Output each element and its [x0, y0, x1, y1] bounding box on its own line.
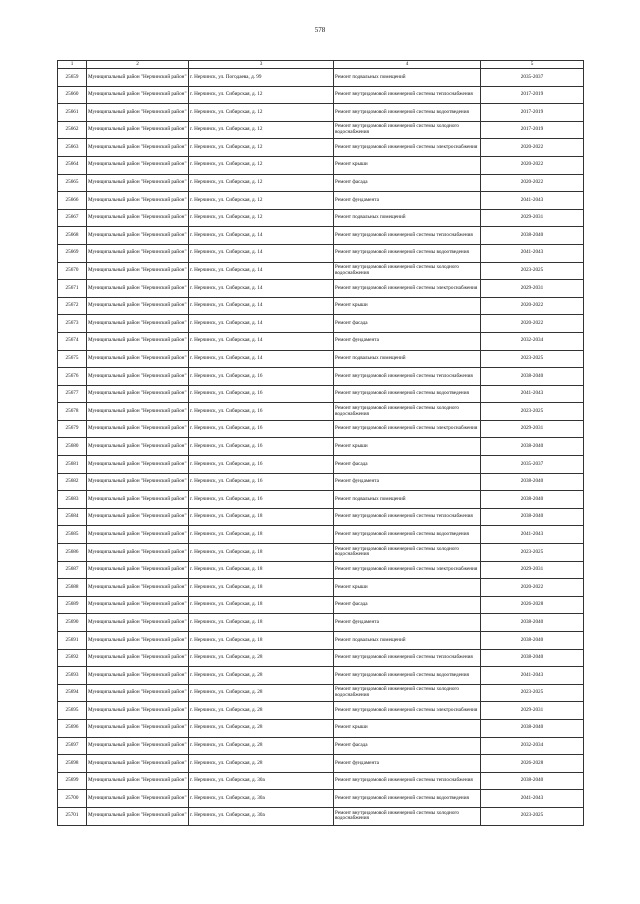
table-row	[58, 561, 584, 579]
work-type-cell: Ремонт внутридомовой инженерной системы холодного водоснабжения	[334, 684, 481, 702]
address-cell: г. Нерчинск, ул. Сибирская, д. 30а	[189, 807, 334, 825]
municipality-cell: Муниципальный район "Нерчинский район"	[87, 755, 189, 773]
table-row	[58, 350, 584, 368]
work-type-cell: Ремонт подвальных помещений	[334, 350, 481, 368]
address-cell: г. Нерчинск, ул. Сибирская, д. 14	[189, 227, 334, 245]
repair-schedule-table	[57, 60, 584, 826]
work-type-cell: Ремонт фасада	[334, 596, 481, 614]
municipality-cell: Муниципальный район "Нерчинский район"	[87, 244, 189, 262]
table-row	[58, 702, 584, 720]
work-type-cell: Ремонт внутридомовой инженерной системы электроснабжения	[334, 280, 481, 298]
row-number-cell: 25677	[58, 385, 87, 403]
work-type-cell: Ремонт фундамента	[334, 755, 481, 773]
address-cell: г. Нерчинск, ул. Сибирская, д. 28	[189, 719, 334, 737]
row-number-cell: 25691	[58, 632, 87, 650]
address-cell: г. Нерчинск, ул. Сибирская, д. 28	[189, 702, 334, 720]
municipality-cell: Муниципальный район "Нерчинский район"	[87, 209, 189, 227]
address-cell: г. Нерчинск, ул. Сибирская, д. 12	[189, 104, 334, 122]
table-row	[58, 227, 584, 245]
address-cell: г. Нерчинск, ул. Сибирская, д. 16	[189, 420, 334, 438]
row-number-cell: 25695	[58, 702, 87, 720]
row-number-cell: 25682	[58, 473, 87, 491]
municipality-cell: Муниципальный район "Нерчинский район"	[87, 86, 189, 104]
work-type-cell: Ремонт фундамента	[334, 192, 481, 210]
municipality-cell: Муниципальный район "Нерчинский район"	[87, 491, 189, 509]
table-row	[58, 632, 584, 650]
address-cell: г. Нерчинск, ул. Сибирская, д. 14	[189, 262, 334, 280]
table-row	[58, 174, 584, 192]
work-type-cell: Ремонт подвальных помещений	[334, 491, 481, 509]
period-cell: 2041-2043	[481, 385, 584, 403]
address-cell: г. Нерчинск, ул. Сибирская, д. 28	[189, 737, 334, 755]
municipality-cell: Муниципальный район "Нерчинский район"	[87, 596, 189, 614]
period-cell: 2032-2034	[481, 737, 584, 755]
row-number-cell: 25688	[58, 579, 87, 597]
row-number-cell: 25662	[58, 121, 87, 139]
table-row	[58, 508, 584, 526]
row-number-cell: 25673	[58, 315, 87, 333]
municipality-cell: Муниципальный район "Нерчинский район"	[87, 702, 189, 720]
table-row	[58, 719, 584, 737]
address-cell: г. Нерчинск, ул. Сибирская, д. 16	[189, 403, 334, 421]
table-row	[58, 438, 584, 456]
table-row	[58, 86, 584, 104]
work-type-cell: Ремонт фасада	[334, 174, 481, 192]
municipality-cell: Муниципальный район "Нерчинский район"	[87, 544, 189, 562]
municipality-cell: Муниципальный район "Нерчинский район"	[87, 614, 189, 632]
column-header: 1	[58, 61, 87, 69]
period-cell: 2029-2031	[481, 561, 584, 579]
address-cell: г. Нерчинск, ул. Сибирская, д. 14	[189, 280, 334, 298]
address-cell: г. Нерчинск, ул. Сибирская, д. 18	[189, 508, 334, 526]
period-cell: 2023-2025	[481, 403, 584, 421]
period-cell: 2038-2040	[481, 491, 584, 509]
table-row	[58, 456, 584, 474]
address-cell: г. Нерчинск, ул. Сибирская, д. 12	[189, 192, 334, 210]
work-type-cell: Ремонт крыши	[334, 438, 481, 456]
period-cell: 2023-2025	[481, 350, 584, 368]
table-row	[58, 315, 584, 333]
row-number-cell: 25687	[58, 561, 87, 579]
row-number-cell: 25692	[58, 649, 87, 667]
work-type-cell: Ремонт фундамента	[334, 473, 481, 491]
table-row	[58, 332, 584, 350]
address-cell: г. Нерчинск, ул. Сибирская, д. 14	[189, 244, 334, 262]
municipality-cell: Муниципальный район "Нерчинский район"	[87, 579, 189, 597]
column-header: 5	[481, 61, 584, 69]
row-number-cell: 25670	[58, 262, 87, 280]
period-cell: 2038-2040	[481, 368, 584, 386]
address-cell: г. Нерчинск, ул. Сибирская, д. 30а	[189, 772, 334, 790]
period-cell: 2038-2040	[481, 719, 584, 737]
row-number-cell: 25664	[58, 156, 87, 174]
row-number-cell: 25674	[58, 332, 87, 350]
municipality-cell: Муниципальный район "Нерчинский район"	[87, 332, 189, 350]
work-type-cell: Ремонт фасада	[334, 737, 481, 755]
table-row	[58, 684, 584, 702]
address-cell: г. Нерчинск, ул. Сибирская, д. 30а	[189, 790, 334, 808]
municipality-cell: Муниципальный район "Нерчинский район"	[87, 667, 189, 685]
period-cell: 2026-2028	[481, 755, 584, 773]
period-cell: 2020-2022	[481, 315, 584, 333]
address-cell: г. Нерчинск, ул. Сибирская, д. 28	[189, 649, 334, 667]
address-cell: г. Нерчинск, ул. Сибирская, д. 16	[189, 368, 334, 386]
period-cell: 2020-2022	[481, 579, 584, 597]
row-number-cell: 25675	[58, 350, 87, 368]
table-row	[58, 649, 584, 667]
address-cell: г. Нерчинск, ул. Сибирская, д. 18	[189, 579, 334, 597]
period-cell: 2023-2025	[481, 544, 584, 562]
table-row	[58, 385, 584, 403]
row-number-cell: 25680	[58, 438, 87, 456]
table-row	[58, 790, 584, 808]
table-row	[58, 491, 584, 509]
work-type-cell: Ремонт фундамента	[334, 614, 481, 632]
work-type-cell: Ремонт фундамента	[334, 332, 481, 350]
table-row	[58, 368, 584, 386]
row-number-cell: 25666	[58, 192, 87, 210]
table-row	[58, 614, 584, 632]
address-cell: г. Нерчинск, ул. Сибирская, д. 12	[189, 156, 334, 174]
period-cell: 2017-2019	[481, 104, 584, 122]
municipality-cell: Муниципальный район "Нерчинский район"	[87, 737, 189, 755]
municipality-cell: Муниципальный район "Нерчинский район"	[87, 526, 189, 544]
table-row	[58, 579, 584, 597]
work-type-cell: Ремонт подвальных помещений	[334, 632, 481, 650]
municipality-cell: Муниципальный район "Нерчинский район"	[87, 174, 189, 192]
address-cell: г. Нерчинск, ул. Сибирская, д. 14	[189, 297, 334, 315]
address-cell: г. Нерчинск, ул. Сибирская, д. 12	[189, 209, 334, 227]
municipality-cell: Муниципальный район "Нерчинский район"	[87, 684, 189, 702]
period-cell: 2038-2040	[481, 614, 584, 632]
municipality-cell: Муниципальный район "Нерчинский район"	[87, 69, 189, 87]
page-number: 578	[314, 26, 326, 34]
municipality-cell: Муниципальный район "Нерчинский район"	[87, 104, 189, 122]
work-type-cell: Ремонт фасада	[334, 315, 481, 333]
address-cell: г. Нерчинск, ул. Сибирская, д. 14	[189, 350, 334, 368]
municipality-cell: Муниципальный район "Нерчинский район"	[87, 280, 189, 298]
period-cell: 2023-2025	[481, 262, 584, 280]
row-number-cell: 25701	[58, 807, 87, 825]
row-number-cell: 25700	[58, 790, 87, 808]
address-cell: г. Нерчинск, ул. Сибирская, д. 14	[189, 315, 334, 333]
column-header: 3	[189, 61, 334, 69]
row-number-cell: 25693	[58, 667, 87, 685]
period-cell: 2029-2031	[481, 280, 584, 298]
address-cell: г. Нерчинск, ул. Сибирская, д. 14	[189, 332, 334, 350]
table-row	[58, 403, 584, 421]
work-type-cell: Ремонт внутридомовой инженерной системы водоотведения	[334, 244, 481, 262]
period-cell: 2038-2040	[481, 227, 584, 245]
period-cell: 2038-2040	[481, 772, 584, 790]
row-number-cell: 25685	[58, 526, 87, 544]
table-row	[58, 69, 584, 87]
work-type-cell: Ремонт внутридомовой инженерной системы электроснабжения	[334, 420, 481, 438]
municipality-cell: Муниципальный район "Нерчинский район"	[87, 385, 189, 403]
work-type-cell: Ремонт крыши	[334, 156, 481, 174]
row-number-cell: 25669	[58, 244, 87, 262]
period-cell: 2041-2043	[481, 244, 584, 262]
period-cell: 2035-2037	[481, 69, 584, 87]
work-type-cell: Ремонт внутридомовой инженерной системы водоотведения	[334, 667, 481, 685]
table-row	[58, 156, 584, 174]
row-number-cell: 25689	[58, 596, 87, 614]
municipality-cell: Муниципальный район "Нерчинский район"	[87, 649, 189, 667]
row-number-cell: 25665	[58, 174, 87, 192]
work-type-cell: Ремонт внутридомовой инженерной системы теплоснабжения	[334, 227, 481, 245]
period-cell: 2041-2043	[481, 526, 584, 544]
address-cell: г. Нерчинск, ул. Сибирская, д. 18	[189, 561, 334, 579]
municipality-cell: Муниципальный район "Нерчинский район"	[87, 139, 189, 157]
table-row	[58, 297, 584, 315]
work-type-cell: Ремонт внутридомовой инженерной системы холодного водоснабжения	[334, 544, 481, 562]
period-cell: 2020-2022	[481, 139, 584, 157]
row-number-cell: 25676	[58, 368, 87, 386]
work-type-cell: Ремонт внутридомовой инженерной системы холодного водоснабжения	[334, 121, 481, 139]
period-cell: 2017-2019	[481, 121, 584, 139]
row-number-cell: 25684	[58, 508, 87, 526]
work-type-cell: Ремонт крыши	[334, 579, 481, 597]
table-row	[58, 737, 584, 755]
municipality-cell: Муниципальный район "Нерчинский район"	[87, 456, 189, 474]
row-number-cell: 25696	[58, 719, 87, 737]
municipality-cell: Муниципальный район "Нерчинский район"	[87, 508, 189, 526]
table-row	[58, 420, 584, 438]
table-row	[58, 755, 584, 773]
address-cell: г. Нерчинск, ул. Сибирская, д. 12	[189, 121, 334, 139]
row-number-cell: 25694	[58, 684, 87, 702]
address-cell: г. Нерчинск, ул. Погодаева, д. 99	[189, 69, 334, 87]
row-number-cell: 25667	[58, 209, 87, 227]
address-cell: г. Нерчинск, ул. Сибирская, д. 18	[189, 596, 334, 614]
period-cell: 2020-2022	[481, 174, 584, 192]
period-cell: 2041-2043	[481, 667, 584, 685]
municipality-cell: Муниципальный район "Нерчинский район"	[87, 473, 189, 491]
work-type-cell: Ремонт крыши	[334, 297, 481, 315]
period-cell: 2020-2022	[481, 297, 584, 315]
address-cell: г. Нерчинск, ул. Сибирская, д. 12	[189, 86, 334, 104]
period-cell: 2023-2025	[481, 684, 584, 702]
period-cell: 2023-2025	[481, 807, 584, 825]
work-type-cell: Ремонт внутридомовой инженерной системы водоотведения	[334, 104, 481, 122]
period-cell: 2035-2037	[481, 456, 584, 474]
address-cell: г. Нерчинск, ул. Сибирская, д. 12	[189, 139, 334, 157]
period-cell: 2041-2043	[481, 192, 584, 210]
municipality-cell: Муниципальный район "Нерчинский район"	[87, 632, 189, 650]
table-row	[58, 104, 584, 122]
work-type-cell: Ремонт подвальных помещений	[334, 69, 481, 87]
address-cell: г. Нерчинск, ул. Сибирская, д. 28	[189, 684, 334, 702]
table-row	[58, 807, 584, 825]
period-cell: 2038-2040	[481, 508, 584, 526]
address-cell: г. Нерчинск, ул. Сибирская, д. 16	[189, 456, 334, 474]
column-header: 4	[334, 61, 481, 69]
row-number-cell: 25672	[58, 297, 87, 315]
municipality-cell: Муниципальный район "Нерчинский район"	[87, 297, 189, 315]
row-number-cell: 25671	[58, 280, 87, 298]
row-number-cell: 25661	[58, 104, 87, 122]
municipality-cell: Муниципальный район "Нерчинский район"	[87, 262, 189, 280]
municipality-cell: Муниципальный район "Нерчинский район"	[87, 403, 189, 421]
table-row	[58, 262, 584, 280]
municipality-cell: Муниципальный район "Нерчинский район"	[87, 561, 189, 579]
period-cell: 2038-2040	[481, 473, 584, 491]
table-row	[58, 667, 584, 685]
work-type-cell: Ремонт внутридомовой инженерной системы теплоснабжения	[334, 86, 481, 104]
table-row	[58, 473, 584, 491]
work-type-cell: Ремонт фасада	[334, 456, 481, 474]
row-number-cell: 25678	[58, 403, 87, 421]
address-cell: г. Нерчинск, ул. Сибирская, д. 28	[189, 667, 334, 685]
work-type-cell: Ремонт внутридомовой инженерной системы водоотведения	[334, 385, 481, 403]
row-number-cell: 25659	[58, 69, 87, 87]
period-cell: 2038-2040	[481, 438, 584, 456]
municipality-cell: Муниципальный район "Нерчинский район"	[87, 438, 189, 456]
period-cell: 2026-2028	[481, 596, 584, 614]
table-row	[58, 596, 584, 614]
municipality-cell: Муниципальный район "Нерчинский район"	[87, 156, 189, 174]
row-number-cell: 25660	[58, 86, 87, 104]
table-row	[58, 192, 584, 210]
table-body	[58, 69, 584, 826]
row-number-cell: 25699	[58, 772, 87, 790]
address-cell: г. Нерчинск, ул. Сибирская, д. 16	[189, 491, 334, 509]
address-cell: г. Нерчинск, ул. Сибирская, д. 16	[189, 385, 334, 403]
work-type-cell: Ремонт крыши	[334, 719, 481, 737]
row-number-cell: 25686	[58, 544, 87, 562]
row-number-cell: 25668	[58, 227, 87, 245]
work-type-cell: Ремонт внутридомовой инженерной системы электроснабжения	[334, 139, 481, 157]
period-cell: 2038-2040	[481, 632, 584, 650]
address-cell: г. Нерчинск, ул. Сибирская, д. 18	[189, 544, 334, 562]
work-type-cell: Ремонт внутридомовой инженерной системы холодного водоснабжения	[334, 403, 481, 421]
municipality-cell: Муниципальный район "Нерчинский район"	[87, 315, 189, 333]
work-type-cell: Ремонт подвальных помещений	[334, 209, 481, 227]
work-type-cell: Ремонт внутридомовой инженерной системы электроснабжения	[334, 561, 481, 579]
work-type-cell: Ремонт внутридомовой инженерной системы водоотведения	[334, 526, 481, 544]
period-cell: 2017-2019	[481, 86, 584, 104]
period-cell: 2038-2040	[481, 649, 584, 667]
work-type-cell: Ремонт внутридомовой инженерной системы холодного водоснабжения	[334, 807, 481, 825]
work-type-cell: Ремонт внутридомовой инженерной системы теплоснабжения	[334, 649, 481, 667]
period-cell: 2029-2031	[481, 420, 584, 438]
period-cell: 2029-2031	[481, 702, 584, 720]
municipality-cell: Муниципальный район "Нерчинский район"	[87, 368, 189, 386]
work-type-cell: Ремонт внутридомовой инженерной системы водоотведения	[334, 790, 481, 808]
work-type-cell: Ремонт внутридомовой инженерной системы теплоснабжения	[334, 368, 481, 386]
address-cell: г. Нерчинск, ул. Сибирская, д. 16	[189, 473, 334, 491]
table-row	[58, 526, 584, 544]
address-cell: г. Нерчинск, ул. Сибирская, д. 28	[189, 755, 334, 773]
municipality-cell: Муниципальный район "Нерчинский район"	[87, 192, 189, 210]
municipality-cell: Муниципальный район "Нерчинский район"	[87, 420, 189, 438]
work-type-cell: Ремонт внутридомовой инженерной системы холодного водоснабжения	[334, 262, 481, 280]
address-cell: г. Нерчинск, ул. Сибирская, д. 16	[189, 438, 334, 456]
work-type-cell: Ремонт внутридомовой инженерной системы теплоснабжения	[334, 508, 481, 526]
work-type-cell: Ремонт внутридомовой инженерной системы теплоснабжения	[334, 772, 481, 790]
work-type-cell: Ремонт внутридомовой инженерной системы электроснабжения	[334, 702, 481, 720]
period-cell: 2029-2031	[481, 209, 584, 227]
column-header: 2	[87, 61, 189, 69]
municipality-cell: Муниципальный район "Нерчинский район"	[87, 350, 189, 368]
row-number-cell: 25683	[58, 491, 87, 509]
municipality-cell: Муниципальный район "Нерчинский район"	[87, 772, 189, 790]
table-header-row	[58, 61, 584, 69]
row-number-cell: 25681	[58, 456, 87, 474]
municipality-cell: Муниципальный район "Нерчинский район"	[87, 719, 189, 737]
address-cell: г. Нерчинск, ул. Сибирская, д. 18	[189, 614, 334, 632]
row-number-cell: 25697	[58, 737, 87, 755]
table-row	[58, 209, 584, 227]
table-row	[58, 544, 584, 562]
municipality-cell: Муниципальный район "Нерчинский район"	[87, 227, 189, 245]
municipality-cell: Муниципальный район "Нерчинский район"	[87, 807, 189, 825]
table-row	[58, 244, 584, 262]
address-cell: г. Нерчинск, ул. Сибирская, д. 18	[189, 632, 334, 650]
row-number-cell: 25690	[58, 614, 87, 632]
table-row	[58, 139, 584, 157]
row-number-cell: 25698	[58, 755, 87, 773]
table-row	[58, 772, 584, 790]
address-cell: г. Нерчинск, ул. Сибирская, д. 12	[189, 174, 334, 192]
municipality-cell: Муниципальный район "Нерчинский район"	[87, 121, 189, 139]
period-cell: 2020-2022	[481, 156, 584, 174]
table-row	[58, 280, 584, 298]
table-row	[58, 121, 584, 139]
address-cell: г. Нерчинск, ул. Сибирская, д. 18	[189, 526, 334, 544]
row-number-cell: 25679	[58, 420, 87, 438]
row-number-cell: 25663	[58, 139, 87, 157]
municipality-cell: Муниципальный район "Нерчинский район"	[87, 790, 189, 808]
period-cell: 2041-2043	[481, 790, 584, 808]
period-cell: 2032-2034	[481, 332, 584, 350]
